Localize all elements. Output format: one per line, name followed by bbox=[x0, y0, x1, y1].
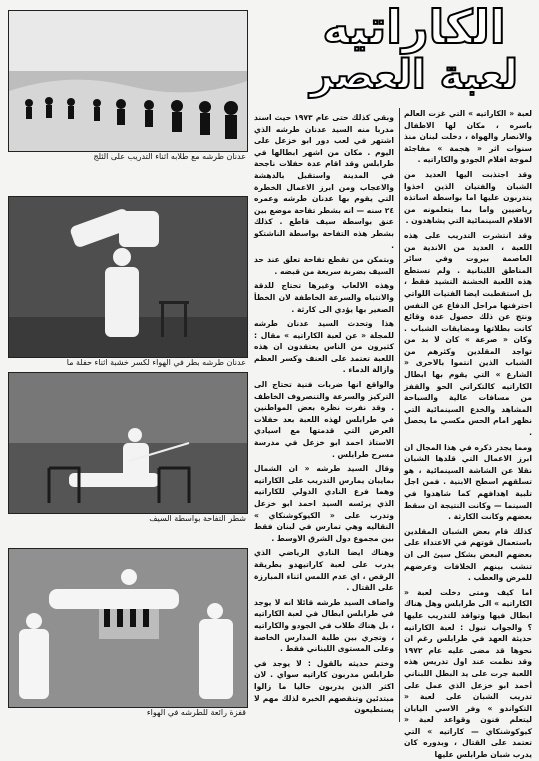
photo-snow-training bbox=[8, 10, 248, 152]
paragraph: لعبة « الكاراتيه » التي غزت العالم باسره ، مكان لها الاطفال والانصار والهواة ، دخلت لبنان منذ سنوات اثر « هجمة » مفاجئة لموجة افلام الجودو والكاراتيه . bbox=[404, 109, 532, 165]
photo-air-kick bbox=[8, 196, 248, 358]
photo-apple-sword bbox=[8, 372, 248, 514]
text-column-left bbox=[254, 112, 394, 726]
paragraph: وهناك ايضا النادي الرياضي الذي يدرب على لعبة كاراتيهدو بطريقة الرقص ، اي عدم اللمس اثناء المبارزة على القتال . bbox=[254, 548, 394, 593]
photo-caption: عدنان طرشه مع طلابه اثناء التدريب على الثلج bbox=[93, 152, 246, 161]
air-kick-image bbox=[9, 197, 247, 357]
paragraph: هذا وتحدث السيد عدنان طرشه للمجلة « عن لعبة الكاراتيه » مقال : كثيرون من الناس يعتقدون ان هذه اللعبة تعتمد على العنف وكسر العظم وازالة الدماء . bbox=[254, 319, 394, 375]
flying-kick-image bbox=[9, 549, 247, 707]
text-column-right bbox=[404, 108, 532, 760]
paragraph: اما كيف ومتى دخلت لعبة « الكاراتيه » الى طرابلس وهل هناك ابطال فيها وتوافد للتدريب عليها ؟ والجواب تبول : لعبة الكاراتيه حديثة العهد في طرابلس رغم ان نحوها قد مضى عليه عام ١٩٧٢ وقد نظمت عند اول تدريس هذه اللعبة جرت على يد البطل اللبناني أحمد ابو خزعل الذي عمل على تدريب الشبان على لعبة « التكواندو » وفر الاسي اليابان ليتعلم فنون وقواعد لعبة « كيوكوشنكاي — كاراتيه » التي تعتمد على القتال ، وبدوره كان يدرب شبان طرابلس عليها bbox=[404, 587, 532, 760]
article-title: الكاراتيه bbox=[322, 0, 506, 54]
paragraph: وهذه الالعاب وغيرها تحتاج للدقة والانتباه والسرعة الخاطفة لان الخطأ الصغير بها يؤدي الى كارثة . bbox=[254, 281, 394, 314]
photo-flying-kick bbox=[8, 548, 248, 708]
paragraph: وقد انتشرت التدريب على هذه اللعبة ، العديد من الاندية من العاصمة بيروت وفي سائر المناطق اللبنانية . ولم تستطع هذه اللعبة الخشنة التشيد فقط ، بل استقطبت ايضا الفتيات اللواتي احترفنها مراحل الدفاع عن النفس ونتج عن ذلك حصول عدة وقائع كانت بطلاتها ومضايقات الشباب . وكان « صرعة » كان لا بد من تواجد المقلدين وكثرهم من الشباب الذين انتموا بالاحرى « الشارع » التي يقوم بها ابطال الكاراتيه كالتكراتي الحو والقفز من مسافات عالية والسباحة المشاهد والخدع السينمائية التي نظهر امام الحس مكسي ما يحصل . bbox=[404, 230, 532, 438]
article-subtitle: لعبة العصر bbox=[310, 52, 518, 98]
paragraph: وختم حديثه بالقول : لا يوجد في طرابلس مدربون كاراتيه سواي . لان اكثر الذين يدربون حاليا ما زالوا مبتدئين وتنقصهم الخبرة لذلك مهم لا يستطيعون bbox=[254, 658, 394, 715]
paragraph: واضاف السيد طرشه قائلا انه لا يوجد في طرابلس ابطال في لعبة الكاراتيه ، بل هناك طلاب في الجودو والكاراتيه ، وتجري بين طلبة المدارس الخاصة وعلى المستوى اللبناني فقط . bbox=[254, 597, 394, 654]
paragraph: وقد اجتذبت اليها العديد من الشبان والفتيان الذين اخذوا يتدربون عليها اما بواسطة اساتذة رياضيين واما بما يتعلمونه من الافلام السينمائية التي يشاهدون . bbox=[404, 169, 532, 226]
photo-caption: عدنان طرشه بطر في الهواء لكسر خشبة اثناء حفلة ما bbox=[66, 358, 246, 367]
column-divider bbox=[399, 108, 400, 722]
paragraph: والواقع انها ضربات فنية تحتاج الى التركيز والسرعة والتنصروف الخاطف . وقد نفرت نظرة بعض المواطنين في طرابلس لهذه اللعبة بعد حفلات العرض التي قدمتها مع اسيادي الاستاذ احمد ابو خزعل في مدرسة مسرح طرابلس . bbox=[254, 380, 394, 459]
paragraph: وبقي كذلك حتى عام ١٩٧٣ حيث اسند مدربا منه السيد عدنان طرشه الذي اشتهر في لعب دور ابو خزعل على اليوم . مكان من اشهر ابطالها في طرابلس وقد اقام عدة حفلات ناجحة في المدينة واستقبل بالدهشة والاعجاب ومن ابرز الاعمال الخطرة التي يقوم بها عدنان طرشه وعمره ٢٤ سنه — انه بشطر تفاحة موضع بين عنق بواسطة سيف قاطع . كذلك بشطر هذه التفاحة بواسطة الناشتكو . bbox=[254, 113, 394, 250]
snow-training-image bbox=[9, 11, 247, 151]
paragraph: وقال السيد طرشه « ان الشمال بمايبان يمارس التدريب على الكاراتيه وهما فرع النادي الدولي للكاراتيه الذي يرئسه السيد احمد ابو خزعل وتدرب على « الكيوكوشنكاي » النقاليه وهي تمارس في لبنان فقط بين مجموع دول الشرق الاوسط . bbox=[254, 464, 394, 543]
apple-sword-image bbox=[9, 373, 247, 513]
paragraph: ومما يجدر ذكره في هذا المجال ان ابرز الاعمال التي قلدها الشبان نقلا عن الشاشة السينمائية ، هو تسلقهم اسطح الابنية . فمن اجل تلبية اهدافهم كما شاهدوا في السينما — وكانت النتيجة ان سقط بعضهم وكانت الكارثة . bbox=[404, 442, 532, 522]
paragraph: وبتمكن من تقطع تفاحة تعلق عند حد السيف بضربة سريعة من قبضه . bbox=[254, 255, 394, 276]
photo-caption: قفزة رائعة للطرشه في الهواء bbox=[146, 708, 246, 717]
paragraph: كذلك قام بعض الشبان المقلدين باستعمال قوتهم في الاعتداء على بعضهم البعض بشكل سيئ الى ان تنشب بينهم الخلافات وعرضهم للمرض والعطب . bbox=[404, 526, 532, 583]
photo-caption: شطر التفاحة بواسطة السيف bbox=[149, 514, 246, 523]
